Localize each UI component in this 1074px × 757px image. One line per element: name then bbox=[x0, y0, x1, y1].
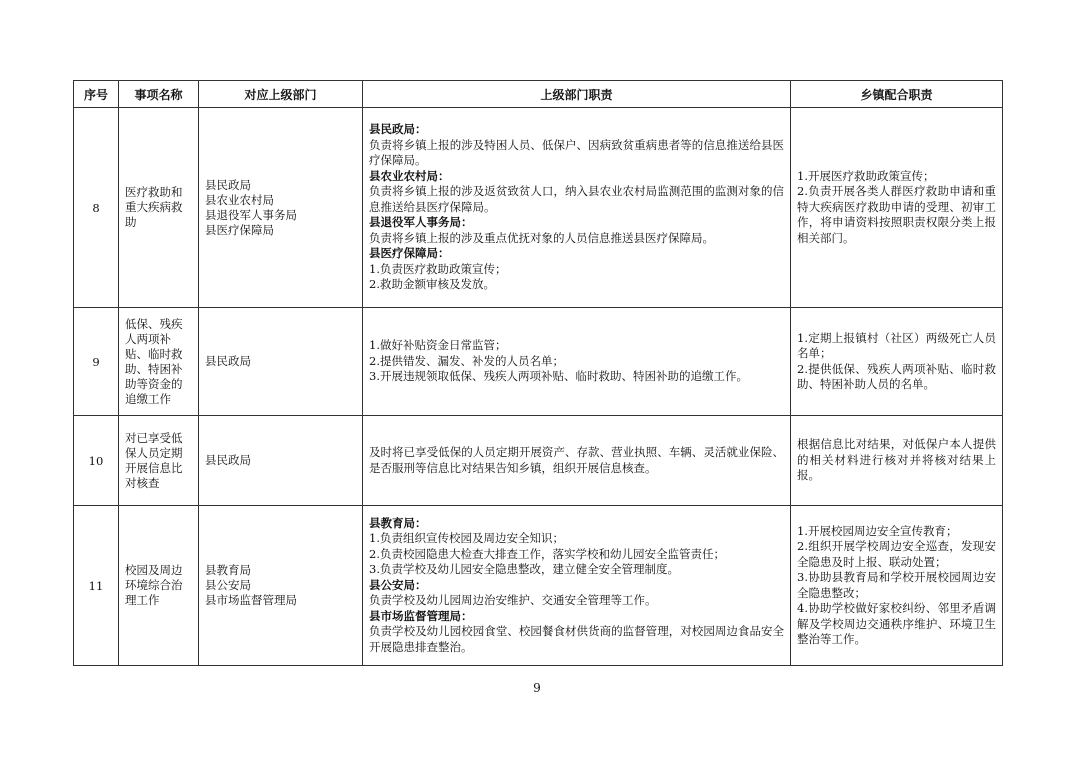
duty-line: 2.提供错发、漏发、补发的人员名单； bbox=[369, 353, 564, 368]
department: 县民政局 bbox=[205, 177, 251, 192]
department: 县市场监督管理局 bbox=[205, 593, 297, 607]
duty-line: 1.负责组织宣传校园及周边安全知识； bbox=[369, 531, 564, 546]
duty-line: 1.做好补贴资金日常监管； bbox=[369, 338, 507, 353]
responsibility-table bbox=[73, 80, 1003, 666]
town-duty-line: 2.负责开展各类人群医疗救助申请和重特大疾病医疗救助申请的受理、初审工作，将申请资料按照职责权限分类上报相关部门。 bbox=[797, 184, 996, 245]
duty-line: 3.开展违规领取低保、残疾人两项补贴、临时救助、特困补助的追缴工作。 bbox=[369, 369, 748, 384]
duty-line: 负责将乡镇上报的涉及重点优抚对象的人员信息推送县医疗保障局。 bbox=[369, 230, 714, 245]
department-list bbox=[199, 416, 363, 506]
table-row bbox=[74, 308, 1003, 416]
department: 县农业农村局 bbox=[205, 192, 274, 207]
header-town-duties: 乡镇配合职责 bbox=[791, 81, 1003, 108]
row-number: 8 bbox=[74, 108, 119, 308]
duty-heading: 县教育局： bbox=[369, 515, 427, 530]
item-name: 医疗救助和重大疾病救助 bbox=[119, 108, 199, 308]
item-name: 低保、残疾人两项补贴、临时救助、特困补助等资金的追缴工作 bbox=[119, 308, 199, 416]
duty-line: 2.负责校园隐患大检查大排查工作，落实学校和幼儿园安全监管责任； bbox=[369, 546, 725, 561]
duty-line: 负责学校及幼儿园周边治安维护、交通安全管理等工作。 bbox=[369, 593, 657, 608]
town-duties bbox=[791, 308, 1003, 416]
town-duty-line: 4.协助学校做好家校纠纷、邻里矛盾调解及学校周边交通秩序维护、环境卫生整治等工作。 bbox=[797, 601, 996, 646]
header-item-name: 事项名称 bbox=[119, 81, 199, 108]
header-superior-duties: 上级部门职责 bbox=[363, 81, 791, 108]
town-duties bbox=[791, 416, 1003, 506]
superior-duties bbox=[363, 506, 791, 666]
header-seq: 序号 bbox=[74, 81, 119, 108]
page-number: 9 bbox=[533, 681, 541, 695]
row-number: 9 bbox=[74, 308, 119, 416]
department: 县公安局 bbox=[205, 578, 251, 592]
item-name: 校园及周边环境综合治理工作 bbox=[119, 506, 199, 666]
duty-heading: 县民政局： bbox=[369, 122, 427, 137]
duty-line: 1.负责医疗救助政策宣传； bbox=[369, 261, 507, 276]
duty-heading: 县市场监督管理局： bbox=[369, 608, 473, 623]
town-duty-line: 1.开展医疗救助政策宣传； bbox=[797, 168, 935, 183]
table-row bbox=[74, 108, 1003, 308]
table-row bbox=[74, 506, 1003, 666]
duty-heading: 县退役军人事务局： bbox=[369, 215, 473, 230]
row-number: 10 bbox=[74, 416, 119, 506]
town-duty-line: 1.开展校园周边安全宣传教育； bbox=[797, 523, 958, 538]
town-duty-line: 3.协助县教育局和学校开展校园周边安全隐患整改； bbox=[797, 570, 996, 600]
superior-duties bbox=[363, 308, 791, 416]
duty-line: 2.救助金额审核及发放。 bbox=[369, 277, 495, 292]
town-duty-line: 2.组织开展学校周边安全巡查，发现安全隐患及时上报、联动处置； bbox=[797, 539, 996, 569]
superior-duties bbox=[363, 108, 791, 308]
department-list bbox=[199, 108, 363, 308]
table-row bbox=[74, 416, 1003, 506]
town-duty-line: 2.提供低保、残疾人两项补贴、临时救助、特困补助人员的名单。 bbox=[797, 361, 996, 391]
duty-heading: 县医疗保障局： bbox=[369, 246, 450, 261]
duty-line: 及时将已享受低保的人员定期开展资产、存款、营业执照、车辆、灵活就业保险、是否服刑等信息比对结果告知乡镇，组织开展信息核查。 bbox=[369, 445, 784, 475]
town-duties bbox=[791, 108, 1003, 308]
duty-heading: 县公安局： bbox=[369, 577, 427, 592]
department-list bbox=[199, 506, 363, 666]
superior-duties bbox=[363, 416, 791, 506]
item-name: 对已享受低保人员定期开展信息比对核查 bbox=[119, 416, 199, 506]
duty-heading: 县农业农村局： bbox=[369, 168, 450, 183]
header-superior-department: 对应上级部门 bbox=[199, 81, 363, 108]
department: 县退役军人事务局 bbox=[205, 207, 297, 222]
department-list bbox=[199, 308, 363, 416]
department: 县民政局 bbox=[205, 453, 251, 467]
duty-line: 负责学校及幼儿园校园食堂、校园餐食材供货商的监督管理，对校园周边食品安全开展隐患排查整治。 bbox=[369, 624, 784, 654]
header-row bbox=[74, 81, 1003, 108]
row-number: 11 bbox=[74, 506, 119, 666]
town-duty-line: 1.定期上报镇村（社区）两级死亡人员名单； bbox=[797, 330, 996, 360]
duty-line: 负责将乡镇上报的涉及返贫致贫人口，纳入县农业农村局监测范围的监测对象的信息推送给县医疗保障局。 bbox=[369, 184, 784, 214]
department: 县教育局 bbox=[205, 563, 251, 577]
town-duty-line: 根据信息比对结果，对低保户本人提供的相关材料进行核对并将核对结果上报。 bbox=[797, 437, 996, 483]
department: 县医疗保障局 bbox=[205, 222, 274, 237]
duty-line: 3.负责学校及幼儿园安全隐患整改，建立健全安全管理制度。 bbox=[369, 562, 679, 577]
department: 县民政局 bbox=[205, 354, 251, 368]
town-duties bbox=[791, 506, 1003, 666]
duty-line: 负责将乡镇上报的涉及特困人员、低保户、因病致贫重病患者等的信息推送给县医疗保障局。 bbox=[369, 137, 784, 168]
